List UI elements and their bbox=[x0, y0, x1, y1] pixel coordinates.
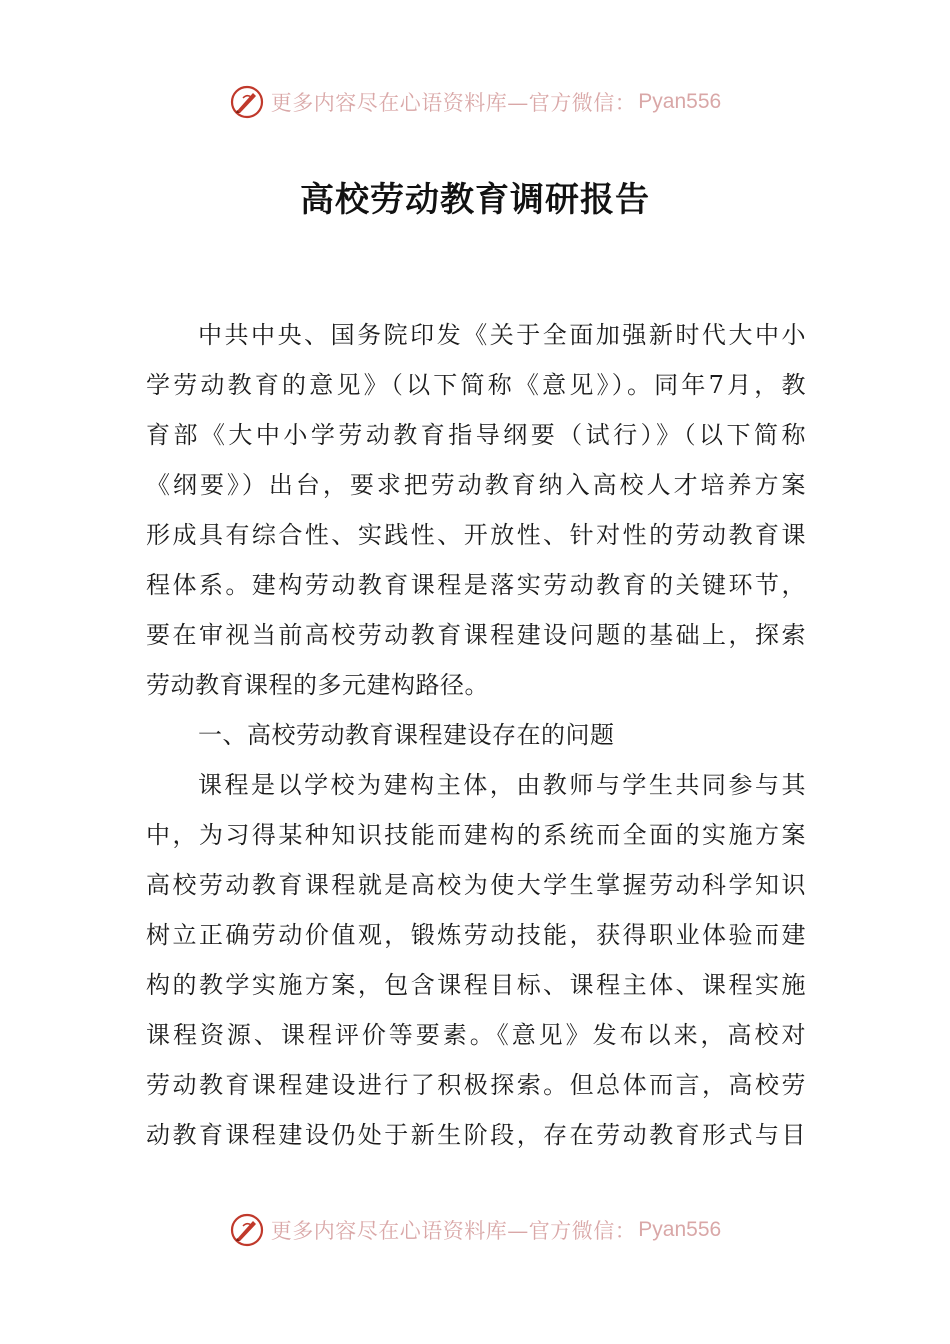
paragraph-line: 学劳动教育的意见》（以下简称《意见》）。同年7月，教 bbox=[146, 371, 806, 399]
watermark-wechat-id: Pyan556 bbox=[638, 90, 722, 113]
document-body bbox=[146, 310, 806, 1160]
paragraph-line: 高校劳动教育课程就是高校为使大学生掌握劳动科学知识 bbox=[146, 871, 806, 899]
paragraph-line: 动教育课程建设仍处于新生阶段，存在劳动教育形式与目 bbox=[146, 1121, 806, 1149]
watermark-text: 更多内容尽在心语资料库—官方微信： bbox=[270, 91, 637, 115]
paragraph-line: 课程是以学校为建构主体，由教师与学生共同参与其 bbox=[198, 771, 806, 799]
watermark-wechat-id: Pyan556 bbox=[638, 1218, 722, 1241]
paragraph-line: 劳动教育课程建设进行了积极探索。但总体而言，高校劳 bbox=[146, 1071, 806, 1099]
paragraph-line: 构的教学实施方案，包含课程目标、课程主体、课程实施 bbox=[146, 971, 806, 999]
paragraph-line: 中，为习得某种知识技能而建构的系统而全面的实施方案 bbox=[146, 821, 806, 849]
paragraph-line: 育部《大中小学劳动教育指导纲要（试行）》（以下简称 bbox=[146, 421, 806, 449]
header-watermark bbox=[0, 82, 950, 122]
paragraph-line: 课程资源、课程评价等要素。《意见》发布以来，高校对 bbox=[146, 1021, 806, 1049]
paragraph-line: 形成具有综合性、实践性、开放性、针对性的劳动教育课 bbox=[146, 521, 806, 549]
paragraph-line: 《纲要》）出台，要求把劳动教育纳入高校人才培养方案 bbox=[146, 471, 806, 499]
document-title: 高校劳动教育调研报告 bbox=[300, 180, 650, 220]
section-heading: 一、高校劳动教育课程建设存在的问题 bbox=[198, 721, 615, 749]
pen-logo-icon bbox=[229, 84, 265, 120]
paragraph-line: 中共中央、国务院印发《关于全面加强新时代大中小 bbox=[198, 321, 806, 349]
paragraph-line: 树立正确劳动价值观，锻炼劳动技能，获得职业体验而建 bbox=[146, 921, 806, 949]
watermark-text: 更多内容尽在心语资料库—官方微信： bbox=[270, 1219, 637, 1243]
paragraph-line: 劳动教育课程的多元建构路径。 bbox=[146, 671, 489, 699]
paragraph-line: 程体系。建构劳动教育课程是落实劳动教育的关键环节， bbox=[146, 571, 806, 599]
paragraph-line: 要在审视当前高校劳动教育课程建设问题的基础上，探索 bbox=[146, 621, 806, 649]
pen-logo-icon bbox=[229, 1212, 265, 1248]
footer-watermark bbox=[0, 1210, 950, 1250]
